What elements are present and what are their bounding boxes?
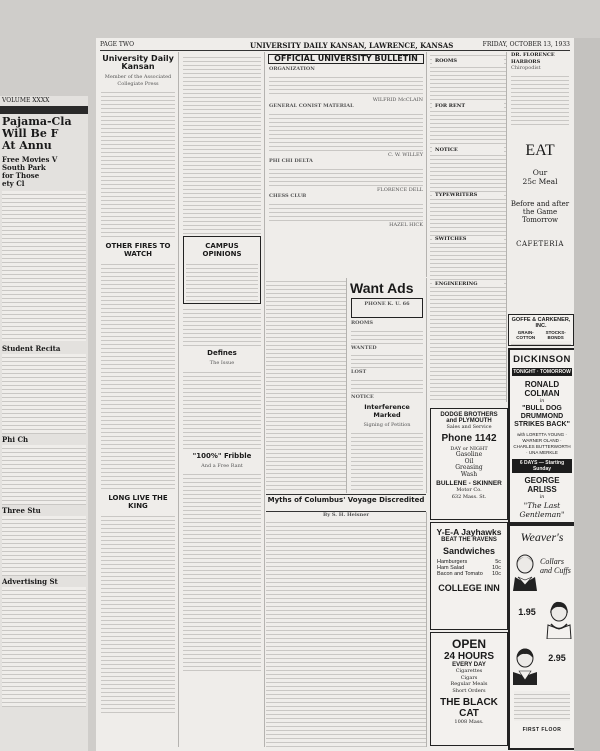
opinion-text-2 <box>183 306 261 346</box>
bulletin-signer-1: WILFRID McCLAIN <box>372 96 423 103</box>
eat-line-3: Before and after <box>510 200 570 208</box>
newspaper-page <box>96 38 574 751</box>
want-ads-column <box>348 278 427 493</box>
dickinson-in1: in <box>539 398 545 404</box>
eat-line-1: Our <box>532 168 548 177</box>
bulletin-text-1 <box>269 74 423 96</box>
left-deck-4: ety Cl <box>2 179 25 188</box>
dodge-name: BULLENE - SKINNER <box>436 480 502 487</box>
left-headline-1: Pajama-Cla <box>2 115 72 128</box>
defense-sub: The Issue <box>209 360 235 366</box>
eat-line-2: 25c Meal <box>522 177 558 186</box>
editorial-column <box>98 52 179 747</box>
campus-opinions-title: CAMPUS OPINIONS <box>202 242 242 258</box>
story-headline: Myths of Columbus' Voyage Discredited <box>267 496 425 504</box>
harbors-title: DR. FLORENCE HARBORS <box>511 52 555 65</box>
page-number: PAGE TWO <box>100 41 134 48</box>
bulletin-section <box>266 52 427 277</box>
yea-sandwich: Sandwiches <box>442 546 496 556</box>
left-deck-3: for Those <box>2 171 40 180</box>
dodge-line-1: DODGE BROTHERS <box>440 412 498 418</box>
bulletin-item-2: GENERAL CONIST MATERIAL <box>269 103 354 109</box>
bulletin-title: OFFICIAL UNIVERSITY BULLETIN <box>268 54 424 64</box>
black-cat-menu-1: Cigarettes <box>455 668 483 674</box>
quote-text <box>183 471 261 671</box>
weavers-row-2 <box>510 599 574 639</box>
weavers-row-1 <box>510 551 574 591</box>
want-ad-1: ROOMS <box>351 320 374 326</box>
dodge-service-1: Gasoline <box>455 451 483 458</box>
yea-item-2: Ham Salad 10c <box>437 565 501 571</box>
dodge-day: DAY or NIGHT <box>450 445 488 452</box>
left-body-text <box>2 191 86 341</box>
weavers-floor: FIRST FLOOR <box>522 727 562 733</box>
dodge-service-3: Greasing <box>455 464 483 471</box>
left-section-1: Student Recita <box>2 344 61 353</box>
weavers-item1: Collars <box>540 557 565 566</box>
goffe-text <box>511 341 571 346</box>
interference-text <box>351 430 423 490</box>
cafeteria-ad <box>508 128 572 308</box>
dodge-ad <box>430 408 508 520</box>
dodge-phone: Phone 1142 <box>441 432 497 444</box>
dickinson-tonight: TONIGHT · TOMORROW <box>513 369 571 375</box>
black-cat-ad <box>430 632 508 746</box>
left-deck-1: Free Movies V <box>2 155 58 164</box>
goffe-left: GRAIN-COTTON <box>516 330 536 340</box>
yea-item-3: Bacon and Tomato 10c <box>437 571 501 577</box>
dickinson-name: DICKINSON <box>513 354 571 365</box>
dickinson-in2: in <box>539 494 545 500</box>
news-column-3 <box>266 278 347 493</box>
black-cat-menu-2: Cigars <box>460 674 478 681</box>
classified-labels <box>432 58 504 287</box>
black-cat-every: EVERY DAY <box>452 662 486 668</box>
weavers-item2: and Cuffs <box>540 566 571 575</box>
left-body-text-5 <box>2 587 86 707</box>
editorial2-title: LONG LIVE THE KING <box>108 494 168 510</box>
dickinson-ad <box>508 348 574 524</box>
bulletin-item-4: CHESS CLUB <box>269 193 307 199</box>
editorial-title: OTHER FIRES TO WATCH <box>105 242 171 258</box>
classified-6: ENGINEERING <box>432 281 504 288</box>
left-headline-3: At Annu <box>2 139 52 152</box>
goffe-name: GOFFE & CARKENER, INC. <box>511 317 571 329</box>
want-ad-text-3 <box>351 377 423 393</box>
paper-title: UNIVERSITY DAILY KANSAN, LAWRENCE, KANSAS <box>250 41 454 50</box>
masthead <box>100 40 570 51</box>
left-page-edge <box>0 96 88 751</box>
classified-5: SWITCHES <box>432 236 504 243</box>
bulletin-text-3 <box>269 166 423 186</box>
yea-item-1: Hamburgers 5c <box>437 559 501 565</box>
black-cat-menu-3: Regular Meals <box>450 681 488 687</box>
left-section-2: Phi Ch <box>2 435 29 444</box>
editorial-text <box>101 261 175 491</box>
campus-opinions-text <box>186 261 258 301</box>
dodge-address: 632 Mass. St. <box>451 493 487 500</box>
opinion-text <box>183 54 261 234</box>
goffe-markets <box>511 330 571 340</box>
black-cat-menu-4: Short Orders <box>452 687 486 694</box>
defense-text <box>183 369 261 449</box>
dickinson-star2: GEORGE ARLISS <box>524 476 560 494</box>
goffe-ad <box>508 314 574 346</box>
dodge-service-4: Wash <box>460 470 478 478</box>
dodge-service-2: Oil <box>464 457 474 465</box>
page-rim <box>574 38 600 751</box>
story-header <box>266 494 426 512</box>
bulletin-item-1: ORGANIZATION <box>269 66 315 72</box>
weavers-text <box>514 691 570 721</box>
bulletin-signer-3: FLORENCE DELL <box>376 186 423 193</box>
bulletin-text-4 <box>269 201 423 221</box>
eat-line-4: the Game <box>522 208 558 216</box>
classified-2: FOR RENT <box>432 103 504 110</box>
weavers-price1: 1.95 <box>518 607 536 617</box>
dodge-line-2: and PLYMOUTH <box>446 418 492 424</box>
yea-inn: COLLEGE INN <box>438 583 500 593</box>
quote-sub: And a Free Rant <box>201 462 243 469</box>
opinion-column <box>180 52 265 747</box>
want-ads-phone: PHONE K. U. 66 <box>364 301 410 307</box>
eat-place: CAFETERIA <box>516 240 564 248</box>
weavers-row-3 <box>510 645 574 685</box>
goffe-right: STOCKS-BONDS <box>545 330 566 340</box>
issue-date: FRIDAY, OCTOBER 13, 1933 <box>482 41 570 48</box>
yea-title: Y-E-A Jayhawks <box>436 527 502 537</box>
want-ad-text-2 <box>351 352 423 368</box>
left-section-3: Three Stu <box>2 506 41 515</box>
classified-3: NOTICE <box>432 147 504 154</box>
story-text <box>266 519 426 748</box>
left-body-text-3 <box>2 445 86 505</box>
classified-4: TYPEWRITERS <box>432 192 504 199</box>
dickinson-film1: "BULL DOG DRUMMOND STRIKES BACK" <box>514 405 570 428</box>
interference-sub: Signing of Petition <box>363 422 411 428</box>
black-cat-address: 1008 Mass. <box>454 719 484 725</box>
editorial2-text <box>101 513 175 713</box>
want-ad-4: NOTICE <box>351 393 374 400</box>
want-ad-text-1 <box>351 328 423 344</box>
harbors-sub: Chiropodist <box>511 65 541 71</box>
dickinson-film2: "The Last Gentleman" <box>519 501 565 519</box>
bulletin-signer-4: HAZEL HICK <box>389 221 423 228</box>
dickinson-cast: with LORETTA YOUNG · WARNER OLAND · CHARLES BUTTERWORTH · UNA MERKLE <box>513 432 571 455</box>
weavers-ad <box>508 524 574 750</box>
weavers-name: Weaver's <box>520 530 564 544</box>
college-inn-ad <box>430 522 508 630</box>
bulletin-text-2 <box>269 111 423 151</box>
black-cat-hours: 24 HOURS <box>443 651 494 662</box>
bulletin-signer-2: C. W. WILLEY <box>388 151 423 158</box>
left-rule <box>0 106 88 114</box>
woman-portrait-icon <box>544 599 574 639</box>
news-text-3 <box>266 278 346 493</box>
campus-opinions-box <box>183 236 261 304</box>
left-headline-2: Will Be F <box>2 127 59 140</box>
nameplate-sub: Member of the Associated Collegiate Press <box>104 74 172 87</box>
defense-title: Defines <box>207 349 237 357</box>
left-deck-2: South Park <box>2 163 46 172</box>
bulletin-item-3: PHI CHI DELTA <box>269 158 313 164</box>
left-volume: VOLUME XXXX <box>2 97 50 104</box>
want-ad-2: WANTED <box>351 344 377 351</box>
dickinson-starting: 6 DAYS — Starting Sunday <box>512 459 572 473</box>
story-body <box>266 512 427 747</box>
want-ad-3: LOST <box>351 369 367 375</box>
left-body-text-2 <box>2 354 86 434</box>
dodge-company: Motor Co. <box>456 487 482 493</box>
yea-sub: BEAT THE RAVENS <box>441 537 497 543</box>
weavers-price2: 2.95 <box>548 653 566 663</box>
want-ads-rates <box>351 298 423 318</box>
woman-portrait-icon <box>510 645 540 685</box>
story-byline: By S. H. Heisner <box>322 512 370 518</box>
classified-1: ROOMS <box>432 58 504 65</box>
black-cat-name: THE BLACK CAT <box>440 697 498 719</box>
quote-title: "100%" Fribble <box>192 451 252 460</box>
eat-title: EAT <box>525 142 555 159</box>
nameplate: University Daily Kansan <box>102 54 174 71</box>
eat-line-5: Tomorrow <box>521 216 559 224</box>
want-ads-title: Want Ads <box>350 280 414 296</box>
woman-portrait-icon <box>510 551 540 591</box>
dodge-line-3: Sales and Service <box>446 424 492 430</box>
interference-headline: Interference Marked <box>364 403 410 419</box>
left-body-text-4 <box>2 516 86 576</box>
left-section-4: Advertising St <box>2 577 58 586</box>
staff-box <box>101 89 175 239</box>
dickinson-star1: RONALD COLMAN <box>524 380 560 398</box>
black-cat-open: OPEN <box>451 637 486 651</box>
